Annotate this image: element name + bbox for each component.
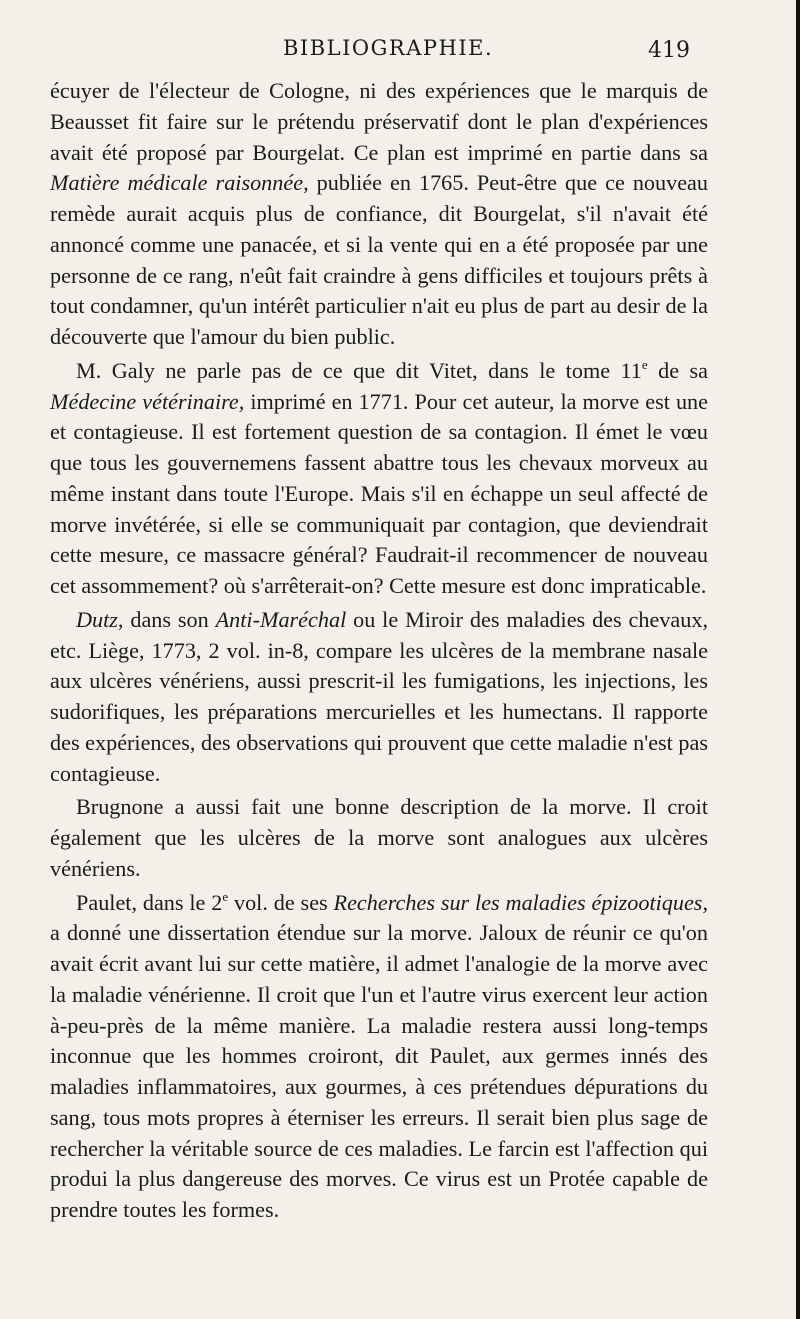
text-run: Brugnone a aussi fait une bonne description de la morve. Il croit également que les ulcères de la morve sont analogues aux ulcères vénériens. — [50, 794, 708, 881]
text-run: M. Galy ne parle pas de ce que dit Vitet, dans le tome 11 — [76, 357, 642, 383]
text-run: écuyer de l'électeur de Cologne, ni des expériences que le marquis de Beausset fit faire sur le prétendu préservatif dont le plan d'expériences avait été proposé par Bourgelat. Ce plan est imprimé en partie dans sa — [50, 78, 708, 165]
page-body — [50, 76, 708, 1229]
text-run: dans son — [123, 606, 216, 632]
running-title: BIBLIOGRAPHIE. — [283, 36, 494, 60]
italic-text: Recherches sur les maladies épizootiques, — [333, 889, 708, 915]
italic-text: Médecine vétérinaire, — [50, 388, 245, 414]
text-run: vol. de ses — [228, 889, 334, 915]
italic-text: Dutz, — [76, 606, 124, 632]
text-run: imprimé en 1771. Pour cet auteur, la morve est une et contagieuse. Il est fortement question de sa contagion. Il émet le vœu que tous les gouvernemens fassent abattre tous les chevaux morveux au même instant dans toute l'Europe. Mais s'il en échappe un seul affecté de morve invétérée, si elle se communiquait par contagion, que deviendrait cette mesure, ce massacre général? Faudrait-il recommencer de nouveau cet assommement? où s'arrêterait-on? Cette mesure est donc impraticable. — [50, 388, 708, 598]
paragraph — [50, 888, 708, 1226]
text-run: publiée en 1765. Peut-être que ce nouveau remède aurait acquis plus de confiance, dit Bourgelat, s'il n'avait été annoncé comme une panacée, et si la vente qui en a été proposée par une personne de ce rang, n'eût fait craindre à gens difficiles et toujours prêts à tout condamner, qu'un intérêt particulier n'ait eu plus de part au desir de la découverte que l'amour du bien public. — [50, 170, 709, 349]
text-run: Paulet, dans le 2 — [76, 889, 223, 915]
superscript: e — [641, 356, 648, 372]
paragraph — [50, 605, 708, 790]
italic-text: Anti-Maréchal — [215, 606, 347, 632]
italic-text: Matière médicale raisonnée, — [50, 170, 309, 196]
paragraph — [50, 792, 708, 884]
paragraph — [50, 76, 708, 353]
text-run: a donné une dissertation étendue sur la morve. Jaloux de réunir ce qu'on avait écrit avant lui sur cette matière, il admet l'analogie de la morve avec la maladie vénérienne. Il croit que l'un et l'autre virus exercent leur action à-peu-près de la même manière. La maladie restera aussi long-temps inconnue que les hommes croiront, dit Paulet, aux germes innés des maladies inflammatoires, aux gourmes, à ces prétendues dépurations du sang, tous mots propres à éterniser les erreurs. Il serait bien plus sage de rechercher la véritable source de ces maladies. Le farcin est l'affection qui produi la plus dangereuse des morves. Ce virus est un Protée capable de prendre toutes les formes. — [50, 920, 708, 1222]
paragraph — [50, 356, 708, 602]
page-number: 419 — [648, 38, 690, 63]
page-edge — [796, 0, 800, 1319]
page-header — [0, 30, 800, 70]
text-run: de sa — [647, 357, 708, 383]
text-run: ou le Miroir des maladies des chevaux, etc. Liège, 1773, 2 vol. in-8, compare les ulcères de la membrane nasale aux ulcères vénériens, aussi prescrit-il les fumigations, les injections, les sudorifiques, les préparations mercurielles et les humectans. Il rapporte des expériences, des observations qui prouvent que cette maladie n'est pas contagieuse. — [50, 606, 708, 786]
superscript: e — [222, 888, 229, 904]
